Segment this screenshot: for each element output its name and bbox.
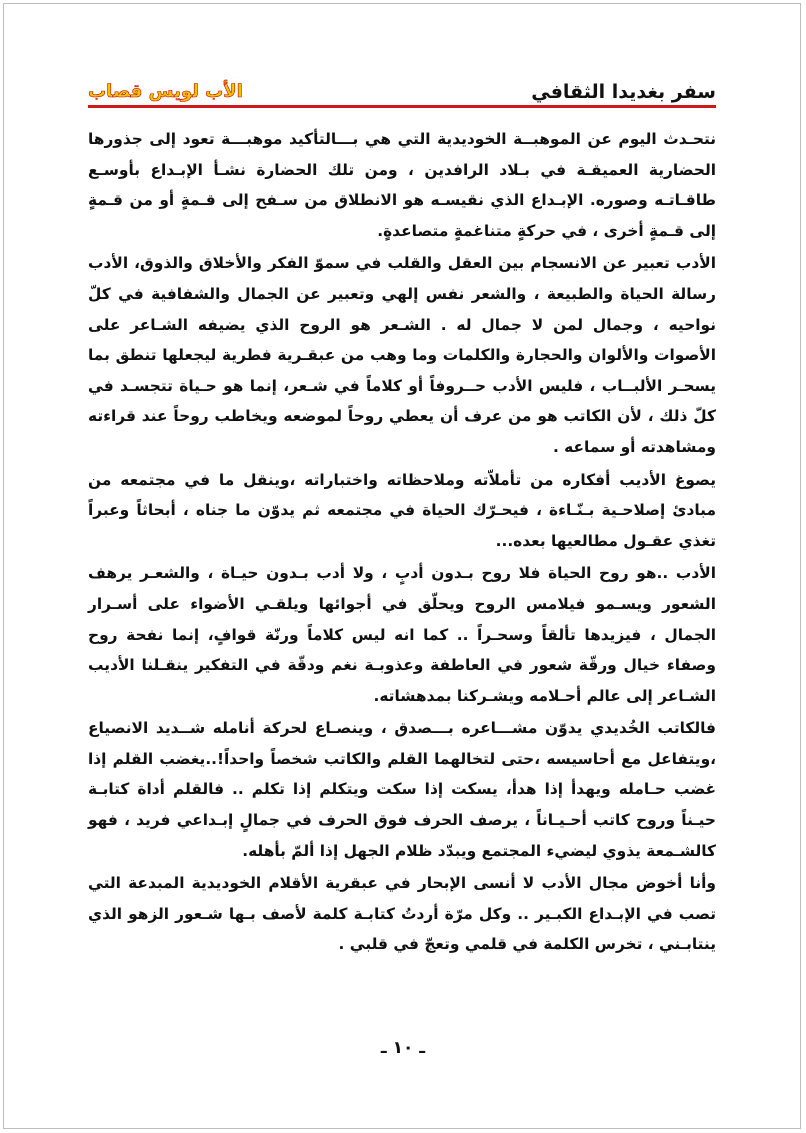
paragraph: فالكاتب الخُديدي يدوّن مشـــاعره بـــصدق ، وينصـاع لحركة أنامله شــديد الانصياع ،ويتفاعل مع أحاسيسه ،حتى لتخالهما القلم والكاتب شخصاً واحداً!..يغضب القلم إذا غضب حـامله ويهدأ إذا هدأ، يسكت إذا سكت ويتكلم إذا تكلم .. فالقلم أداة كتابـة حيـناً وروح كاتب أحـيـاناً ، يرصف الحرف فوق الحرف في جمالٍ إبـداعي فريد ، فهو كالشـمعة يذوي ليضيء المجتمع ويبدّد ظلام الجهل إذا ألمّ بأهله. [88,719,716,860]
article-body [88,124,716,962]
page-header [88,80,716,104]
book-title: سفر بغديدا الثقافي [531,81,716,103]
paragraph: يصوغ الأديب أفكاره من تأملاّته وملاحظاته واختباراته ،وينقل ما في مجتمعه من مبادئ إصلاحـية بـنّـاءة ، فيحـرّك الحياة في مجتمعه ثم يدوّن ما جناه ، أبحاثاً وعبراً تغذي عقـول مطالعيها بعده... [88,470,716,550]
author-name: الأب لويس قصاب [88,81,243,102]
paragraph: الأدب ..هو روح الحياة فلا روح بـدون أدبٍ ، ولا أدب بـدون حيـاة ، والشعـر يرهف الشعور ويسـمو فيلامس الروح ويحلّق في أجوائها ويلقـي الأضواء على أسـرار الجمال ، فيزيدها تألقاً وسحـراً .. كما انه ليس كلاماً ورنّة قوافٍ، إنما نفحة روح وصفاء خيال ورقّة شعور في العاطفة وعذوبـة نغم ودقّة في التفكير ينقـلنا الأديب الشـاعر إلى عالم أحـلامه ويشـركنا بمدهشاته. [88,564,716,705]
paragraph: نتحـدث اليوم عن الموهبــة الخوديدية التي هي بـــالتأكيد موهبـــة تعود إلى جذورها الحضارية العميقـة في بـلاد الرافدين ، ومن تلك الحضارة نشـأ الإبـداع بأوسـع طاقـاتـه وصوره. الإبـداع الذي نقيسـه هو الانطلاق من سـفح إلى قـمةٍ أو من قـمةٍ إلى قـمةٍ أخرى ، في حركةٍ متناغمةٍ متصاعدةٍ. [88,130,716,240]
paragraph: الأدب تعبير عن الانسجام بين العقل والقلب في سموّ الفكر والأخلاق والذوق، الأدب رسالة الحياة والطبيعة ، والشعر نفس إلهي وتعبير عن الجمال والشفافية في كلّ نواحيه ، وجمال لمن لا جمال له . الشـعر هو الروح الذي يضيفه الشـاعر على الأصوات والألوان والحجارة والكلمات وما وهب من عبقـرية فطرية ليجعلها تنطق بما يسحـر الألبــاب ، فليس الأدب حــروفاً أو كلاماً في شـعر، إنما هو حـياة تتجسـد في كلّ ذلك ، لأن الكاتب هو من عرف أن يعطي روحاً لموضعه ويخاطب روحاً عند قراءته ومشاهدته أو سماعه . [88,254,716,456]
page-number: ـ ١٠ ـ [380,1038,426,1058]
paragraph: وأنا أخوض مجال الأدب لا أنسى الإبحار في عبقرية الأقلام الخوديدية المبدعة التي تصب في الإبـداع الكبـير .. وكل مرّة أردتُ كتابـة كلمة لأصف بـها شـعور الزهو الذي ينتابـني ، تخرس الكلمة في قلمي وتعجّ في قلبي . [88,874,716,954]
header-rule [88,105,716,108]
